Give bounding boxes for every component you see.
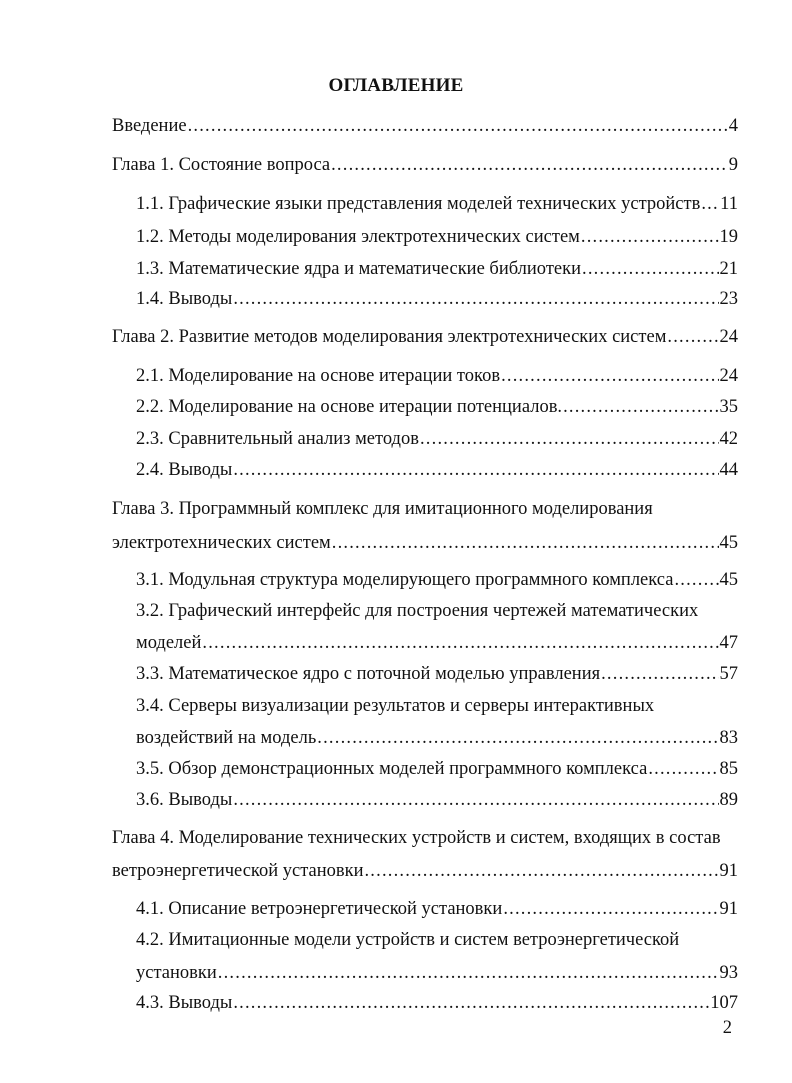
toc-entry-page: 45 — [719, 570, 738, 590]
toc-entry-text: 2.3. Сравнительный анализ методов — [136, 429, 419, 449]
toc-entry-page: 47 — [719, 633, 738, 653]
toc-entry-text: 3.5. Обзор демонстрационных моделей программного комплекса — [136, 759, 648, 779]
toc-entry-chapter-4[interactable] — [112, 860, 738, 882]
toc-entry-section-3-3[interactable] — [136, 663, 738, 685]
toc-entry-section-4-1[interactable] — [136, 898, 738, 920]
leader-dots — [701, 193, 719, 215]
toc-entry-text: Глава 2. Развитие методов моделирования электротехнических систем — [112, 327, 667, 347]
leader-dots — [667, 326, 718, 348]
toc-entry-text: 1.1. Графические языки представления моделей технических устройств — [136, 194, 701, 214]
toc-entry-page: 93 — [719, 963, 738, 983]
page-number: 2 — [722, 1018, 732, 1038]
toc-entry-text: 3.3. Математическое ядро с поточной моделью управления — [136, 664, 601, 684]
toc-entry-text: моделей — [136, 633, 202, 653]
toc-entry-page: 24 — [719, 366, 738, 386]
leader-dots — [233, 288, 718, 310]
toc-entry-section-3-2-line1[interactable]: 3.2. Графический интерфейс для построения чертежей математических — [136, 601, 699, 621]
leader-dots — [582, 258, 718, 280]
leader-dots — [317, 727, 718, 749]
toc-entry-section-3-1[interactable] — [136, 569, 738, 591]
toc-entry-text: 2.2. Моделирование на основе итерации потенциалов. — [136, 397, 563, 417]
toc-entry-text: 4.3. Выводы — [136, 993, 233, 1013]
toc-entry-page: 23 — [719, 289, 738, 309]
toc-entry-page: 19 — [719, 227, 738, 247]
toc-entry-page: 91 — [719, 899, 738, 919]
leader-dots — [674, 569, 718, 591]
toc-entry-text: воздействий на модель — [136, 728, 317, 748]
toc-entry-page: 45 — [719, 533, 738, 553]
leader-dots — [420, 428, 719, 450]
toc-entry-section-1-1[interactable] — [136, 193, 738, 215]
leader-dots — [218, 962, 719, 984]
toc-entry-text: 2.4. Выводы — [136, 460, 233, 480]
toc-entry-page: 21 — [719, 259, 738, 279]
toc-entry-chapter-1[interactable] — [112, 154, 738, 176]
leader-dots — [501, 365, 718, 387]
toc-entry-text: 3.1. Модульная структура моделирующего программного комплекса — [136, 570, 674, 590]
toc-entry-text: 1.2. Методы моделирования электротехнических систем — [136, 227, 580, 247]
toc-entry-text: Введение — [112, 116, 187, 136]
leader-dots — [648, 758, 718, 780]
leader-dots — [331, 154, 728, 176]
leader-dots — [563, 396, 718, 418]
leader-dots — [503, 898, 718, 920]
toc-entry-text: 2.1. Моделирование на основе итерации токов — [136, 366, 501, 386]
toc-entry-page: 107 — [710, 993, 738, 1013]
toc-entry-intro[interactable] — [112, 115, 738, 137]
toc-entry-text: электротехнических систем — [112, 533, 331, 553]
toc-title: ОГЛАВЛЕНИЕ — [328, 75, 464, 96]
toc-entry-page: 24 — [719, 327, 738, 347]
toc-entry-page: 35 — [719, 397, 738, 417]
toc-entry-section-4-2[interactable] — [136, 962, 738, 984]
leader-dots — [233, 992, 709, 1014]
toc-entry-section-4-3[interactable] — [136, 992, 738, 1014]
toc-entry-section-2-4[interactable] — [136, 459, 738, 481]
toc-entry-section-4-2-line1[interactable]: 4.2. Имитационные модели устройств и систем ветроэнергетической — [136, 930, 680, 950]
leader-dots — [601, 663, 718, 685]
leader-dots — [233, 459, 718, 481]
leader-dots — [202, 632, 718, 654]
toc-entry-text: 1.4. Выводы — [136, 289, 233, 309]
toc-entry-section-2-3[interactable] — [136, 428, 738, 450]
toc-entry-text: ветроэнергетической установки — [112, 861, 364, 881]
toc-entry-page: 91 — [719, 861, 738, 881]
leader-dots — [332, 532, 719, 554]
toc-entry-section-3-5[interactable] — [136, 758, 738, 780]
toc-entry-text: 1.3. Математические ядра и математические библиотеки — [136, 259, 582, 279]
toc-entry-section-3-2[interactable] — [136, 632, 738, 654]
toc-entry-section-2-1[interactable] — [136, 365, 738, 387]
toc-entry-page: 83 — [719, 728, 738, 748]
toc-entry-page: 11 — [720, 194, 738, 214]
toc-entry-page: 4 — [728, 116, 738, 136]
toc-entry-page: 42 — [719, 429, 738, 449]
toc-entry-chapter-4-line1[interactable]: Глава 4. Моделирование технических устройств и систем, входящих в состав — [112, 828, 721, 848]
toc-entry-chapter-3[interactable] — [112, 532, 738, 554]
toc-entry-page: 85 — [719, 759, 738, 779]
toc-entry-page: 9 — [728, 155, 738, 175]
toc-entry-page: 57 — [719, 664, 738, 684]
toc-entry-section-3-4-line1[interactable]: 3.4. Серверы визуализации результатов и серверы интерактивных — [136, 696, 655, 716]
toc-entry-text: Глава 1. Состояние вопроса — [112, 155, 331, 175]
toc-entry-section-1-4[interactable] — [136, 288, 738, 310]
leader-dots — [233, 789, 718, 811]
leader-dots — [188, 115, 728, 137]
toc-entry-section-3-6[interactable] — [136, 789, 738, 811]
toc-entry-text: 3.6. Выводы — [136, 790, 233, 810]
toc-entry-section-3-4[interactable] — [136, 727, 738, 749]
toc-entry-section-1-2[interactable] — [136, 226, 738, 248]
toc-entry-text: установки — [136, 963, 217, 983]
leader-dots — [364, 860, 718, 882]
toc-entry-section-2-2[interactable] — [136, 396, 738, 418]
toc-entry-page: 44 — [719, 460, 738, 480]
toc-entry-chapter-2[interactable] — [112, 326, 738, 348]
toc-entry-chapter-3-line1[interactable]: Глава 3. Программный комплекс для имитационного моделирования — [112, 499, 653, 519]
toc-entry-section-1-3[interactable] — [136, 258, 738, 280]
toc-entry-page: 89 — [719, 790, 738, 810]
leader-dots — [581, 226, 719, 248]
toc-entry-text: 4.1. Описание ветроэнергетической установки — [136, 899, 503, 919]
